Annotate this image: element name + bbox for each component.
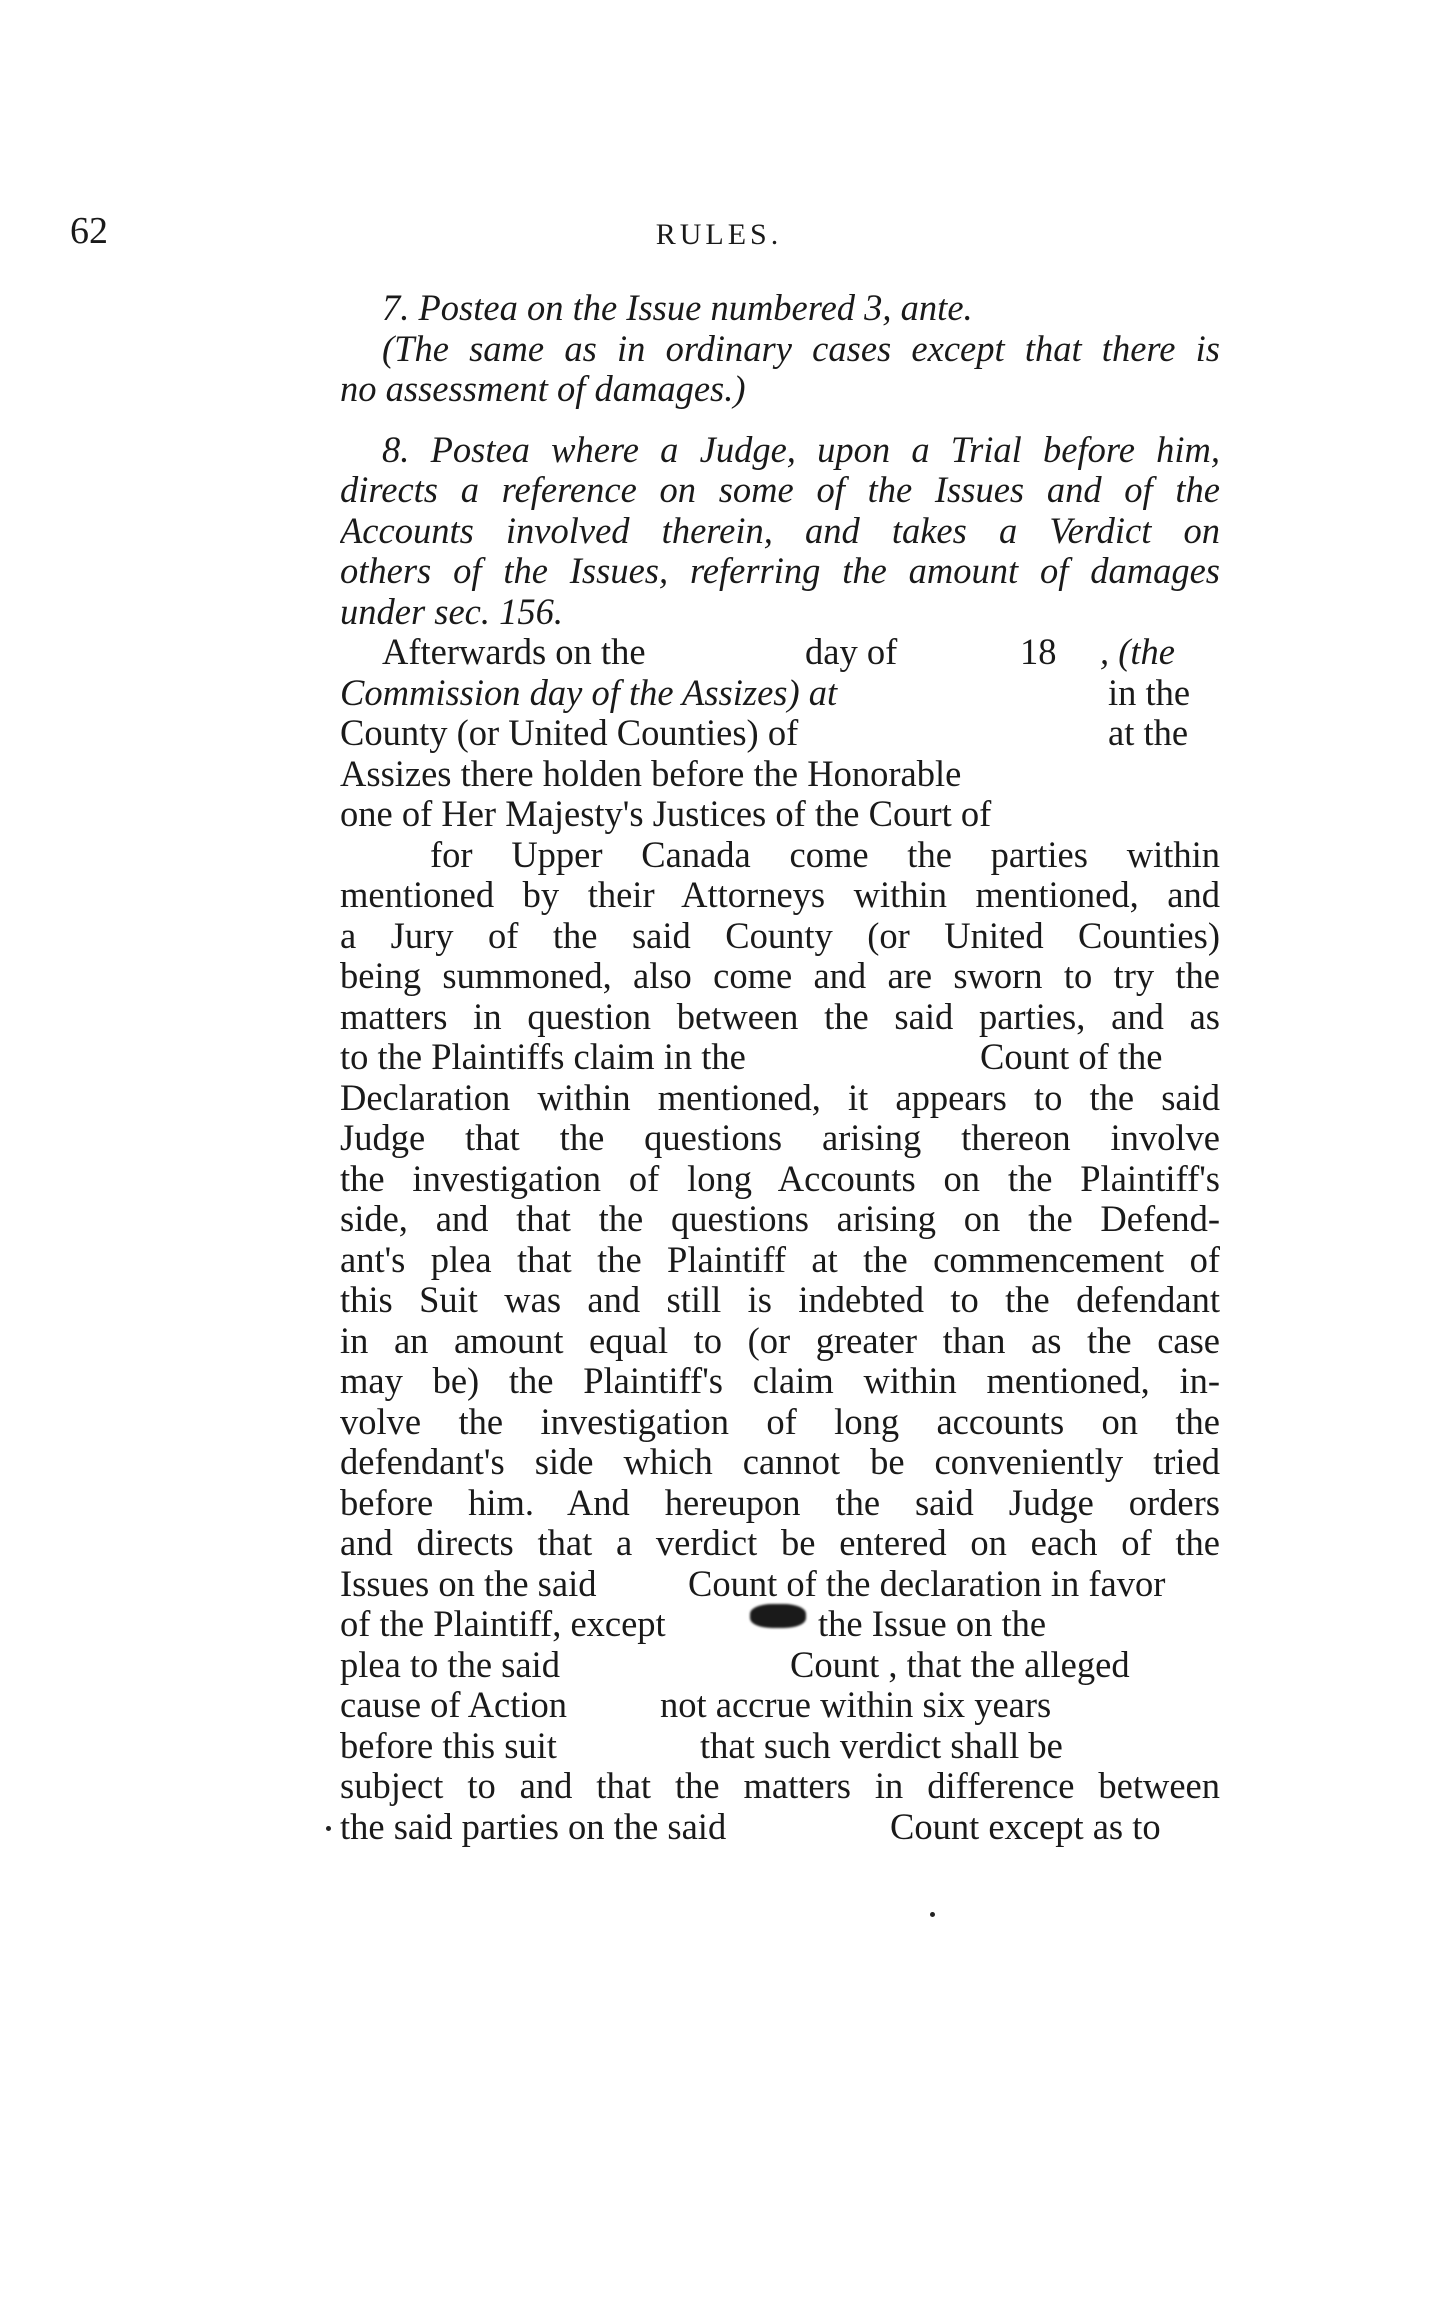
- form-line2-10: defendant's side which cannot be conveniently tried: [340, 1442, 1220, 1482]
- form-line3-1: subject to and that the matters in difference between: [340, 1766, 1220, 1806]
- form-row-plea-b: Count , that the alleged: [790, 1643, 1130, 1685]
- form-row-before-a: before this suit: [340, 1724, 557, 1766]
- form-row-4: Assizes there holden before the Honorable: [340, 752, 962, 794]
- form-row-plaintiff-b: the Issue on the: [818, 1603, 1047, 1644]
- form-line2-8: may be) the Plaintiff's claim within mentioned, in-: [340, 1361, 1220, 1401]
- form-line-4: being summoned, also come and are sworn to try the: [340, 956, 1220, 996]
- ink-speck-icon: [930, 1912, 935, 1917]
- form-row-plea-a: plea to the said: [340, 1643, 560, 1685]
- form-line2-1: Declaration within mentioned, it appears to the said: [340, 1077, 1220, 1118]
- form-line-1: for Upper Canada come the parties within: [430, 834, 1220, 875]
- form-line-2: mentioned by their Attorneys within mentioned, and: [340, 875, 1220, 915]
- section-8-heading-line-2: directs a reference on some of the Issues and of the: [340, 470, 1220, 510]
- form-row-5: one of Her Majesty's Justices of the Court of: [340, 793, 992, 834]
- form-row-cause-b: not accrue within six years: [660, 1684, 1052, 1725]
- section-7-heading: 7. Postea on the Issue numbered 3, ante.: [382, 287, 973, 328]
- form-line-5: matters in question between the said parties, and as: [340, 996, 1220, 1037]
- form-row-1: [340, 632, 1220, 673]
- form-row-plaintiff-a: of the Plaintiff, except: [340, 1603, 666, 1644]
- form-row-before: [340, 1726, 1220, 1767]
- form-row-3: [340, 713, 1220, 754]
- form-row-3-b: at the: [1108, 712, 1189, 753]
- page-number: 62: [70, 210, 108, 252]
- form-line2-7: in an amount equal to (or greater than as the case: [340, 1320, 1220, 1361]
- form-row-issues-a: Issues on the said: [340, 1562, 597, 1604]
- form-row-count-b: Count of the: [980, 1036, 1163, 1077]
- form-line2-9: volve the investigation of long accounts on the: [340, 1401, 1220, 1442]
- form-row-plea: [340, 1645, 1220, 1686]
- form-row-1-b: day of: [805, 631, 898, 672]
- form-row-issues: [340, 1564, 1220, 1605]
- form-line2-11: before him. And hereupon the said Judge orders: [340, 1482, 1220, 1523]
- form-row-plaintiff: [340, 1604, 1220, 1645]
- section-8-heading-line-4: others of the Issues, referring the amount of damages: [340, 551, 1220, 591]
- form-row-last-b: Count except as to: [890, 1805, 1161, 1847]
- form-row-last-a: the said parties on the said: [340, 1805, 727, 1847]
- form-row-2-b: in the: [1108, 671, 1191, 713]
- form-row-count-a: to the Plaintiffs claim in the: [340, 1036, 746, 1077]
- form-row-2-a: Commission day of the Assizes) at: [340, 671, 838, 713]
- section-7-note-line-1: (The same as in ordinary cases except that there is: [382, 328, 1220, 369]
- form-line2-6: this Suit was and still is indebted to the defendant: [340, 1280, 1220, 1320]
- form-row-1-a: Afterwards on the: [382, 631, 646, 672]
- form-line-3: a Jury of the said County (or United Counties): [340, 915, 1220, 956]
- body-text: [340, 288, 1220, 1847]
- form-line2-5: ant's plea that the Plaintiff at the commencement of: [340, 1239, 1220, 1280]
- form-line2-3: the investigation of long Accounts on the Plaintiff's: [340, 1158, 1220, 1199]
- form-row-cause: [340, 1685, 1220, 1726]
- section-7-note-line-2: no assessment of damages.): [340, 368, 746, 409]
- form-row-1-c: 18: [1020, 631, 1057, 672]
- ink-speck-icon: [326, 1826, 331, 1831]
- section-8-heading-line-3: Accounts involved therein, and takes a Verdict on: [340, 510, 1220, 551]
- ink-blot-icon: [750, 1604, 806, 1628]
- form-row-count: [340, 1037, 1220, 1078]
- form-line2-12: and directs that a verdict be entered on each of the: [340, 1523, 1220, 1563]
- running-head: RULES.: [655, 218, 783, 251]
- form-row-3-a: County (or United Counties) of: [340, 712, 799, 753]
- form-row-2: [340, 673, 1220, 714]
- section-8-heading-line-1: 8. Postea where a Judge, upon a Trial before him,: [382, 429, 1220, 470]
- form-row-cause-a: cause of Action: [340, 1684, 568, 1725]
- form-row-1-d: , (the: [1100, 631, 1175, 672]
- section-8-heading-line-5: under sec. 156.: [340, 590, 564, 632]
- form-line2-4: side, and that the questions arising on the Defend-: [340, 1199, 1220, 1239]
- form-row-last: [340, 1807, 1220, 1848]
- form-row-before-b: that such verdict shall be: [700, 1724, 1063, 1766]
- form-line2-2: Judge that the questions arising thereon involve: [340, 1118, 1220, 1158]
- form-row-issues-b: Count of the declaration in favor: [688, 1562, 1166, 1604]
